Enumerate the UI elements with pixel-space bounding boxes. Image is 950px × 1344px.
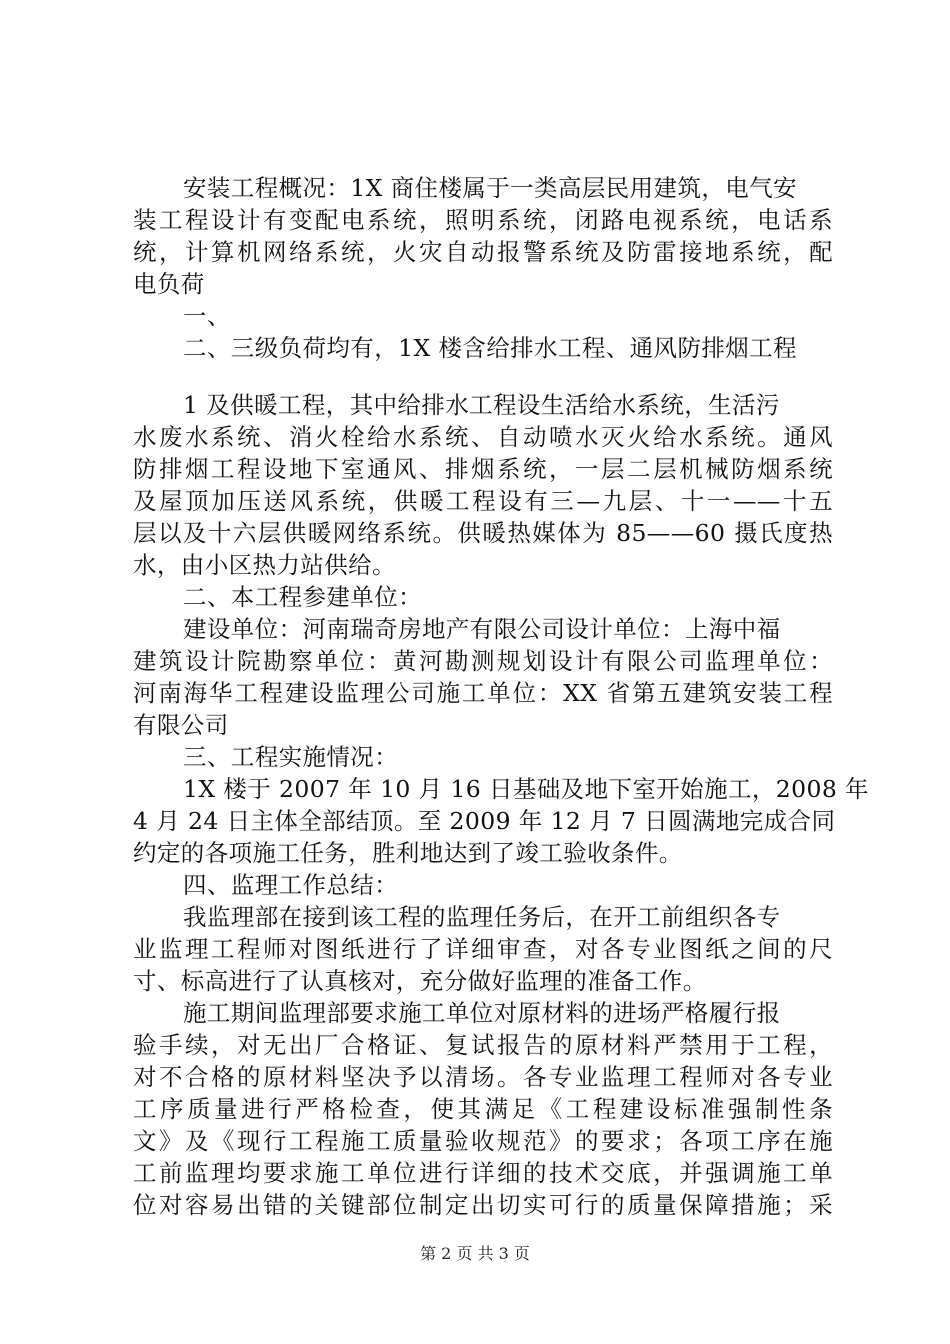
text-line: 业监理工程师对图纸进行了详细审查，对各专业图纸之间的尺: [133, 935, 833, 963]
text-line: 防排烟工程设地下室通风、排烟系统，一层二层机械防烟系统: [133, 455, 833, 483]
text-line: 位对容易出错的关键部位制定出切实可行的质量保障措施；采: [133, 1191, 833, 1219]
text-line: 层以及十六层供暖网络系统。供暖热媒体为 85——60 摄氏度热: [133, 519, 833, 547]
text-line: 水废水系统、消火栓给水系统、自动喷水灭火给水系统。通风: [133, 423, 833, 451]
text-line: 统，计算机网络系统，火灾自动报警系统及防雷接地系统，配: [133, 238, 833, 266]
text-line: 及屋顶加压送风系统，供暖工程设有三—九层、十一——十五: [133, 487, 833, 515]
text-line: 约定的各项施工任务，胜利地达到了竣工验收条件。: [133, 839, 683, 867]
text-line: 工前监理均要求施工单位进行详细的技术交底，并强调施工单: [133, 1159, 833, 1187]
text-line: 水，由小区热力站供给。: [133, 551, 396, 579]
text-line: 工序质量进行严格检查，使其满足《工程建设标准强制性条: [133, 1095, 833, 1123]
text-line: 有限公司: [133, 711, 229, 739]
text-line: 电负荷: [133, 270, 205, 298]
text-line: 我监理部在接到该工程的监理任务后，在开工前组织各专: [183, 903, 781, 931]
text-line: 1X 楼于 2007 年 10 月 16 日基础及地下室开始施工，2008 年: [183, 775, 869, 803]
text-line: 1 及供暖工程，其中给排水工程设生活给水系统，生活污: [183, 391, 780, 419]
section-heading: 四、监理工作总结：: [183, 871, 399, 899]
page-number-footer: 第 2 页 共 3 页: [420, 1244, 530, 1263]
text-line: 对不合格的原材料坚决予以清场。各专业监理工程师对各专业: [133, 1063, 833, 1091]
text-line: 文》及《现行工程施工质量验收规范》的要求；各项工序在施: [133, 1127, 833, 1155]
text-line: 施工期间监理部要求施工单位对原材料的进场严格履行报: [183, 999, 781, 1027]
text-line: 装工程设计有变配电系统，照明系统，闭路电视系统，电话系: [133, 206, 833, 234]
text-line: 4 月 24 日主体全部结顶。至 2009 年 12 月 7 日圆满地完成合同: [133, 807, 836, 835]
text-line: 建设单位：河南瑞奇房地产有限公司设计单位：上海中福: [183, 615, 781, 643]
section-heading: 二、本工程参建单位：: [183, 583, 422, 611]
text-line: 河南海华工程建设监理公司施工单位：XX 省第五建筑安装工程: [133, 679, 833, 707]
text-line: 二、三级负荷均有，1X 楼含给排水工程、通风防排烟工程: [183, 334, 797, 362]
text-line: 建筑设计院勘察单位：黄河勘测规划设计有限公司监理单位：: [133, 647, 833, 675]
text-line: 安装工程概况：1X 商住楼属于一类高层民用建筑，电气安: [183, 174, 797, 202]
text-line: 验手续，对无出厂合格证、复试报告的原材料严禁用于工程，: [133, 1031, 833, 1059]
text-line: 寸、标高进行了认真核对，充分做好监理的准备工作。: [133, 967, 707, 995]
text-line: 一、: [183, 302, 231, 330]
section-heading: 三、工程实施情况：: [183, 743, 399, 771]
